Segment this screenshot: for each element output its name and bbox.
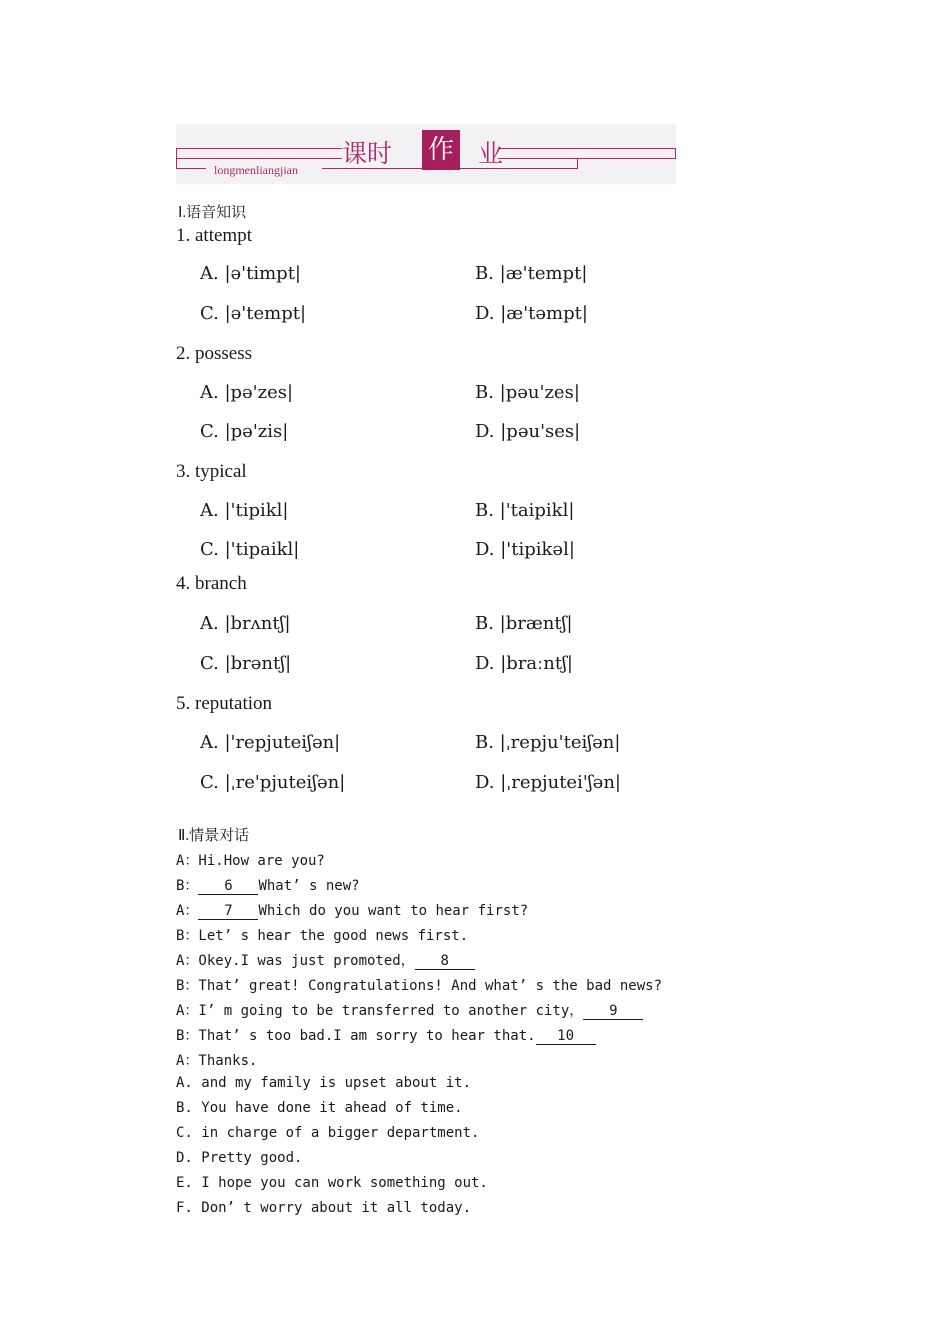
question-stem: 2. possess (176, 343, 253, 364)
banner-line (577, 158, 578, 168)
answer-blank[interactable]: 10 (536, 1029, 596, 1045)
question-stem: 3. typical (176, 461, 247, 482)
option-b: B. |æ'tempt| (475, 263, 588, 284)
answer-blank[interactable]: 7 (198, 904, 258, 920)
section2-heading: Ⅱ.情景对话 (178, 828, 250, 844)
banner-line (675, 148, 676, 158)
question-stem: 4. branch (176, 573, 247, 594)
option-a: A. |'repjuteiʃən| (200, 732, 341, 753)
dialog-line: B：That’ s too bad.I am sorry to hear that. 10 (176, 1025, 596, 1045)
dialog-line: B： 6 What’ s new? (176, 878, 360, 894)
answer-option: C. in charge of a bigger department. (176, 1125, 480, 1141)
option-a: A. |ə'timpt| (200, 263, 301, 284)
banner-line (176, 168, 206, 169)
answer-option: B. You have done it ahead of time. (176, 1100, 463, 1116)
header-banner (176, 124, 676, 184)
header-title-box: 作 (422, 130, 460, 170)
answer-blank[interactable]: 8 (415, 954, 475, 970)
dialog-line: B：That’ great! Congratulations! And what’ s the bad news? (176, 978, 663, 994)
banner-line (176, 148, 177, 158)
banner-line (498, 158, 676, 159)
option-a: A. |brʌntʃ| (200, 613, 291, 634)
question-stem: 5. reputation (176, 693, 273, 714)
option-d: D. |æ'təmpt| (475, 303, 588, 324)
option-a: A. |pə'zes| (200, 382, 294, 403)
option-d: D. |ˌrepjutei'ʃən| (475, 772, 621, 793)
header-title-part2: 业 (478, 139, 504, 168)
option-c: C. |'tipaikl| (200, 539, 300, 560)
option-c: C. |ˌre'pjuteiʃən| (200, 772, 346, 793)
option-b: B. |ˌrepju'teiʃən| (475, 732, 621, 753)
answer-blank[interactable]: 6 (198, 879, 258, 895)
option-c: C. |ə'tempt| (200, 303, 307, 324)
option-c: C. |brəntʃ| (200, 653, 292, 674)
banner-line (176, 148, 342, 149)
dialog-line: A：Hi.How are you? (176, 853, 325, 869)
option-d: D. |braːntʃ| (475, 653, 573, 674)
option-b: B. |pəu'zes| (475, 382, 580, 403)
answer-option: D. Pretty good. (176, 1150, 303, 1166)
answer-option: F. Don’ t worry about it all today. (176, 1200, 472, 1216)
dialog-line: A：Okey.I was just promoted， 8 (176, 950, 475, 970)
banner-line (498, 148, 676, 149)
option-c: C. |pə'zis| (200, 421, 289, 442)
answer-option: E. I hope you can work something out. (176, 1175, 488, 1191)
option-d: D. |'tipikəl| (475, 539, 575, 560)
banner-line (176, 158, 342, 159)
banner-line (176, 158, 177, 168)
dialog-line: A：Thanks. (176, 1053, 258, 1069)
dialog-line: A： 7 Which do you want to hear first? (176, 903, 529, 919)
answer-option: A. and my family is upset about it. (176, 1075, 472, 1091)
header-subtitle: longmenliangjian (214, 163, 298, 177)
option-d: D. |pəu'ses| (475, 421, 581, 442)
dialog-line: A：I’ m going to be transferred to another city， 9 (176, 1000, 643, 1020)
option-b: B. |bræntʃ| (475, 613, 573, 634)
option-a: A. |'tipikl| (200, 500, 289, 521)
option-b: B. |'taipikl| (475, 500, 575, 521)
dialog-line: B：Let’ s hear the good news first. (176, 928, 469, 944)
answer-blank[interactable]: 9 (583, 1004, 643, 1020)
section1-heading: Ⅰ.语音知识 (178, 205, 247, 221)
question-stem: 1. attempt (176, 225, 252, 246)
header-title-part1: 课时 (342, 139, 393, 168)
